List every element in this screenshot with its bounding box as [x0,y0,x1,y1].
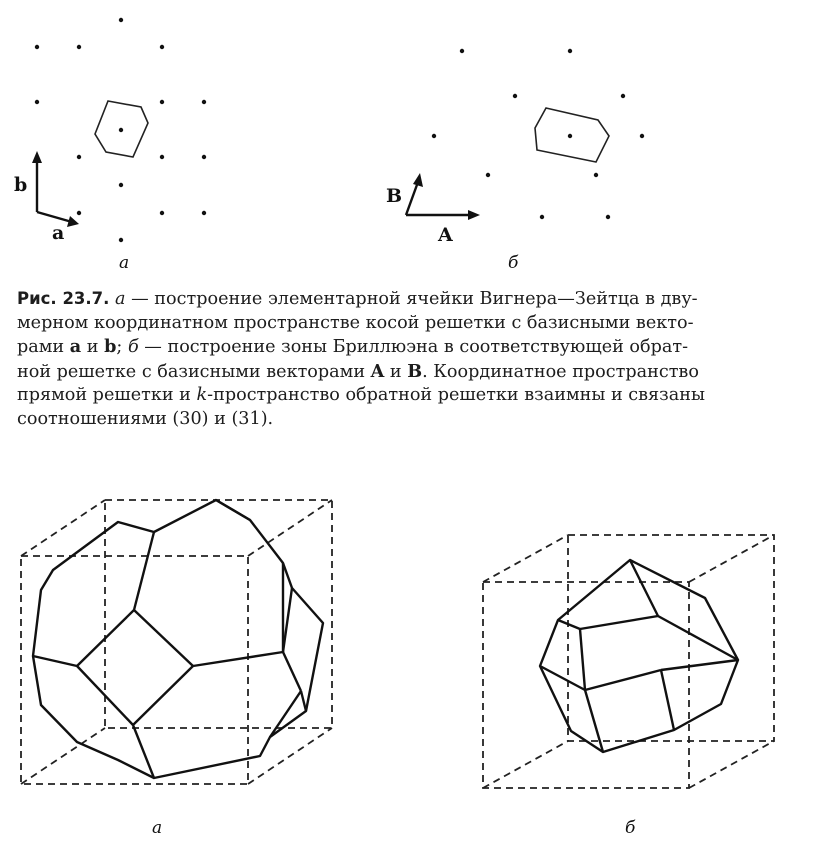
cube-left [21,500,332,784]
caption-vector-A: A [370,360,385,382]
truncated-octahedron [33,500,323,778]
caption-text: соотношениями (30) и (31). [17,408,274,429]
panel-b-lattice [432,49,644,219]
caption-k: k [196,385,208,406]
bottom-label-a: a [152,818,163,838]
caption-text: рами [17,337,70,358]
cube-right [483,535,774,788]
figure-caption [17,287,802,432]
figure-top [0,0,816,280]
caption-text: мерном координатном пространстве косой решетки с базисными векто- [17,312,694,333]
caption-vector-b: b [104,336,117,358]
caption-text: и [81,337,105,358]
caption-text: ; [116,337,128,358]
caption-text: -пространство обратной решетки взаимны и связаны [207,385,705,406]
vector-A-label: A [438,224,453,246]
panel-a-lattice [35,18,206,242]
caption-text: — построение зоны Бриллюэна в соответствующей обрат- [138,337,689,358]
vector-b-label: b [14,174,28,196]
vector-B-label: B [386,185,403,207]
caption-text: и [384,361,408,382]
panel-a-label: a [119,253,130,273]
caption-ref-a: а [115,289,126,309]
vector-B-arrow [406,173,423,215]
caption-vector-a: a [69,336,82,358]
vector-b-arrow [32,151,42,212]
caption-text: прямой решетки и [17,385,197,406]
caption-lead: Рис. 23.7. [17,289,110,308]
bottom-label-b: б [625,818,636,838]
caption-ref-b: б [127,337,139,358]
vector-a-label: a [52,222,65,244]
brillouin-zone [535,108,609,162]
caption-text: ной решетке с базисными векторами [17,361,371,382]
panel-b-label: б [508,253,519,273]
caption-text: . Координатное пространство [422,361,699,382]
rhombic-dodecahedron [540,560,738,752]
caption-text: — построение элементарной ячейки Вигнера—Зейтца в дву- [125,289,698,309]
vector-A-arrow [406,210,480,220]
caption-vector-B: B [407,360,423,382]
